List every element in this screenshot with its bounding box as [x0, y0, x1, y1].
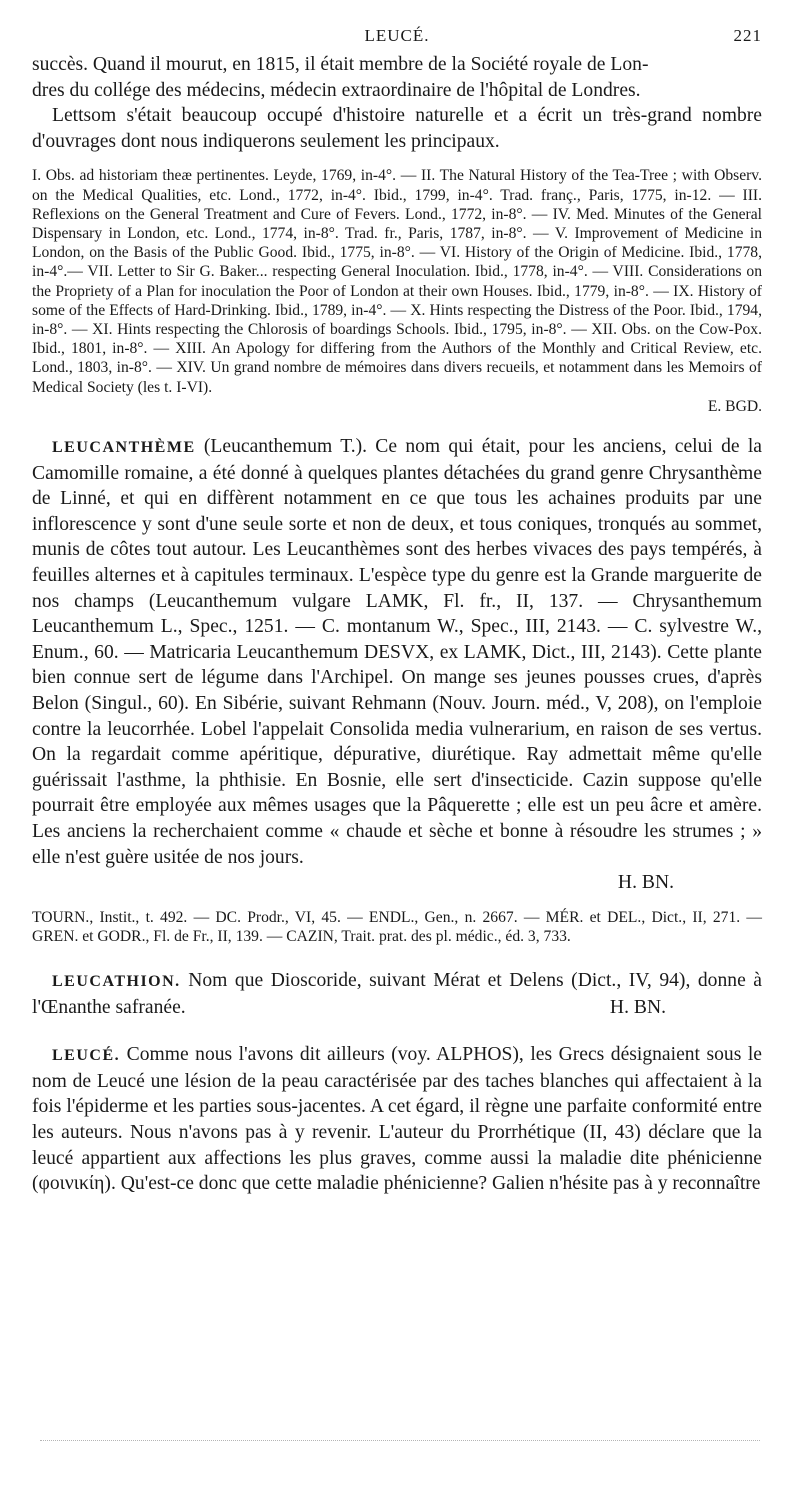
leuce-body-paragraph [32, 1042, 762, 1197]
lettsom-line-2: dres du collége des médecins, médecin extraordinaire de l'hôpital de Londres. [32, 79, 641, 101]
entry-lettsom-continued [32, 52, 762, 416]
leucathion-body: Nom que Dioscoride, suivant Mérat et Delens (Dict., IV, 94), donne à l'Œnanthe safranée. [32, 970, 762, 1018]
running-title: LEUCÉ. [364, 26, 430, 45]
leucathion-headword: LEUCATHION. [52, 973, 181, 991]
lettsom-bibliography: I. Obs. ad historiam theæ pertinentes. Leyde, 1769, in-4°. — II. The Natural History of the Tea-Tree ; with Observ. on the Medical Qualities, etc. Lond., 1772, in-4°. Ibid., 1799, in-4°. Trad. franç., Paris, 1775, in-12. — III. Reflexions on the General Treatment and Cure of Fevers. Lond., 1772, in-8°. — IV. Med. Minutes of the General Dispensary in London, etc. Lond., 1774, in-8°. Trad. fr., Paris, 1787, in-8°. — V. Improvement of Medicine in London, on the Basis of the Public Good. Ibid., 1775, in-8°. — VI. History of the Origin of Medicine. Ibid., 1778, in-4°.— VII. Letter to Sir G. Baker... respecting General Inoculation. Ibid., 1778, in-4°. — VIII. Considerations on the Propriety of a Plan for inoculation the Poor of London at their own Houses. Ibid., 1779, in-8°. — IX. History of some of the Effects of Hard-Drinking. Ibid., 1789, in-4°. — X. Hints respecting the Distress of the Poor. Ibid., 1794, in-8°. — XI. Hints respecting the Chlorosis of boardings Schools. Ibid., 1795, in-8°. — XII. Obs. on the Cow-Pox. Ibid., 1801, in-8°. — XIII. An Apology for differing from the Authors of the Monthly and Critical Review, etc. Lond., 1803, in-8°. — XIV. Un grand nombre de mémoires dans divers recueils, et notamment dans les Memoirs of Medical Society (les t. I-VI). [32, 167, 762, 396]
leucathion-signature: H. BN. [609, 996, 666, 1018]
lettsom-paragraph-2: Lettsom s'était beaucoup occupé d'histoire naturelle et a écrit un très-grand nombre d'ouvrages dont nous indiquerons seulement les principaux. [32, 105, 762, 152]
lettsom-line-1: succès. Quand il mourut, en 1815, il était membre de la Société royale de Lon- [32, 54, 649, 75]
leucantheme-body: (Leucanthemum T.). Ce nom qui était, pour les anciens, celui de la Camomille romaine, a été donné à quelques plantes détachées du grand genre Chrysanthème de Linné, et qui en diffèrent notamment en ce que tous les achaines produits par une inflorescence y sont d'une seule sorte et non de deux, et tous coniques, tronqués au sommet, munis de côtes tout autour. Les Leucanthèmes sont des herbes vivaces des pays tempérés, à feuilles alternes et à capitules terminaux. L'espèce type du genre est la Grande marguerite de nos champs (Leucanthemum vulgare LAMK, Fl. fr., II, 137. — Chrysanthemum Leucanthemum L., Spec., 1251. — C. montanum W., Spec., III, 2143. — C. sylvestre W., Enum., 60. — Matricaria Leucanthemum DESVX, ex LAMK, Dict., III, 2143). Cette plante bien connue sert de légume dans l'Archipel. On mange ses jeunes pousses crues, d'après Belon (Singul., 60). En Sibérie, suivant Rehmann (Nouv. Journ. méd., V, 208), on l'emploie contre la leucorrhée. Lobel l'appelait Consolida media vulnerarium, en raison de ses vertus. On la regardait comme apéritique, dépurative, diurétique. Ray admettait même qu'elle guérissait l'asthme, la phthisie. En Bosnie, elle sert d'insecticide. Cazin suppose qu'elle pourrait être employée aux mêmes usages que la Pâquerette ; elle est un peu âcre et amère. Les anciens la recherchaient comme « chaude et sèche et bonne à résoudre les strumes ; » elle n'est guère usitée de nos jours. [32, 436, 762, 868]
leucantheme-body-paragraph [32, 434, 762, 870]
entry-leuce [32, 1042, 762, 1197]
entry-leucathion [32, 968, 762, 1020]
page-number: 221 [733, 26, 762, 45]
leuce-body: Comme nous l'avons dit ailleurs (voy. ALPHOS), les Grecs désignaient sous le nom de Leucé une lésion de la peau caractérisée par des taches blanches qui affectaient à la fois l'épiderme et les parties sous-jacentes. A cet égard, il règne une parfaite conformité entre les auteurs. Nous n'avons pas à y revenir. L'auteur du Prorrhétique (II, 43) déclare que la leucé appartient aux affections les plus graves, comme aussi la maladie dite phénicienne (φοινικίη). Qu'est-ce donc que cette maladie phénicienne? Galien n'hésite pas à y reconnaître [32, 1044, 762, 1195]
leucantheme-references: TOURN., Instit., t. 492. — DC. Prodr., VI, 45. — ENDL., Gen., n. 2667. — MÉR. et DEL., Dict., II, 271. — GREN. et GODR., Fl. de Fr., II, 139. — CAZIN, Trait. prat. des pl. médic., éd. 3, 733. [32, 908, 762, 945]
leucantheme-signature: H. BN. [617, 872, 674, 894]
leucathion-body-paragraph [32, 968, 762, 1020]
entry-leucantheme [32, 434, 762, 946]
leuce-headword: LEUCÉ. [52, 1047, 121, 1065]
leucantheme-headword: LEUCANTHÈME [52, 439, 196, 457]
lettsom-signature: E. BGD. [707, 397, 762, 415]
running-head [32, 26, 762, 52]
bottom-dotted-rule [40, 1440, 760, 1441]
